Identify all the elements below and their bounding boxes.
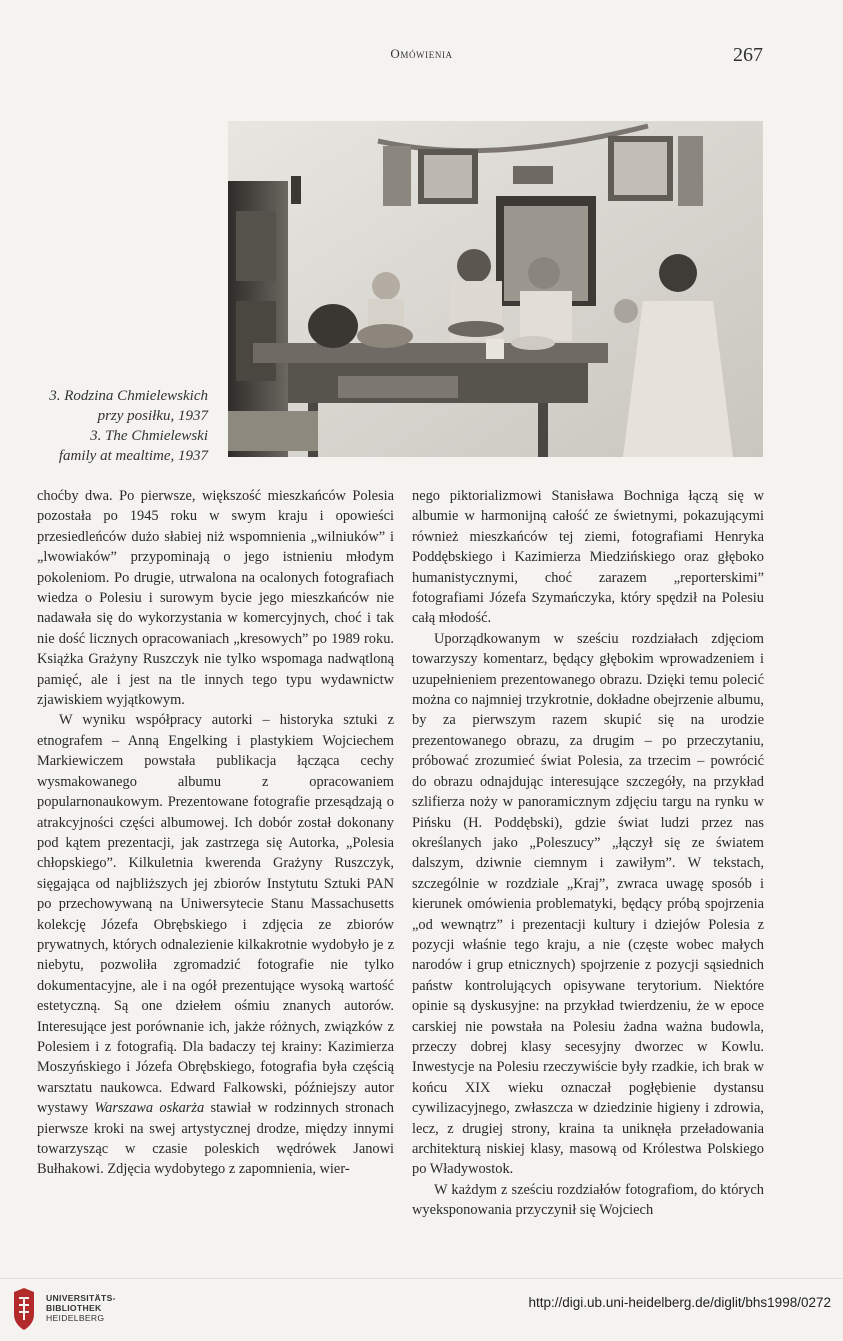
library-logo-icon (10, 1288, 38, 1330)
running-head: Omówienia (390, 46, 453, 61)
exhibition-title: Warszawa oskarża (94, 1100, 205, 1117)
source-url-link[interactable]: http://digi.ub.uni-heidelberg.de/diglit/bhs1998/0272 (528, 1295, 831, 1310)
left-paragraph-2-text-a: W wyniku współpracy autorki – historyka sztuki z etnografem – Anną Engelking i plastykiem Wojciechem Markiewiczem powstała publikacja łącząca cechy wysmakowanego albumu z opracowaniem popularnonaukowym. Prezentowane fotografie przesądzają o atrakcyjności części albumowej. Ich dobór został dokonany pod kątem prezentacji, jak zastrzega się Autorka, „Polesia chłopskiego”. Kilkuletnia kwerenda Grażyny Ruszczyk, sięgająca od najbliższych jej zbiorów Instytutu Sztuki PAN po przechowywaną na Uniwersytecie Stanu Massachusetts kolekcję Józefa Obrębskiego i zdjęcia ze zbiorów prywatnych, których odnalezienie kilkakrotnie wydobyło je z niebytu, pozwoliła zgromadzić fotografie nie tylko dokumentacyjne, ale i na ogół prezentujące wysoką wartość estetyczną. Są one dziełem ośmiu znanych autorów. Interesujące jest porównanie ich, jakże różnych, związków z Polesiem i z fotografią. Dla badaczy tej krainy: Kazimierza Moszyńskiego i Józefa Obrębskiego, fotografia była częścią warsztatu naukowca. Edward Falkowski, późniejszy autor wystawy (37, 712, 394, 1117)
family-photograph (228, 121, 763, 457)
library-name-line-1: UNIVERSITÄTS- (46, 1293, 116, 1303)
caption-english-line-1: 3. The Chmielewski (90, 428, 208, 444)
left-text-column (37, 486, 394, 1180)
left-paragraph-2-text-b: stawiał w rodzinnych stronach pierwsze kroki na swej artystycznej drodze, między innymi towarzysząc w czasie poleskich wędrówek Janowi Bułhakowi. Zdjęcia wydobytego z zapomnienia, wier- (37, 1100, 394, 1178)
library-name (46, 1293, 116, 1323)
caption-polish-line-1: 3. Rodzina Chmielewskich (49, 388, 208, 404)
library-name-line-3: HEIDELBERG (46, 1313, 105, 1323)
library-name-line-2: BIBLIOTHEK (46, 1303, 102, 1313)
right-paragraph-2: Uporządkowanym w sześciu rozdziałach zdjęciom towarzyszy komentarz, będący głębokim wprowadzeniem i uzupełnieniem prezentowanego obrazu. Dzięki temu polecić można co najmniej trzykrotnie, dokładne obejrzenie albumu, by za pierwszym razem skupić się na urodzie prezentowanego obrazu, za drugim – po przeczytaniu, próbować zrozumieć świat Polesia, za trzecim – powrócić do obrazu odnajdując interesujące szczegóły, na przykład szlifierza noży w panoramicznym zdjęciu targu na rynku w Pińsku (H. Poddębski), gdzie świat ludzi przez nas określanych jako „Poleszucy” „łączył się ze światem dalszym, dziwnie ciemnym i zawiłym”. W tekstach, szczególnie w rozdziale „Kraj”, zwraca uwagę sposób i kierunek omówienia problematyki, będący próbą spojrzenia „od wewnątrz” i prezentacji kultury i dziejów Polesia z pozycji właśnie tego kraju, a nie (częste wobec małych narodów i grup etnicznych) spojrzenie z pozycji sąsiednich państw kontrolujących opisywane terytorium. Niektóre opinie są dyskusyjne: na przykład twierdzeniu, że w epoce carskiej nie powstała na Polesiu żadna ważna budowla, przeczy dobrej klasy secesyjny dworzec w Kowlu. Inwestycje na Polesiu rzeczywiście były rzadkie, ich brak w końcu XIX wieku oznaczał pogłębienie dystansu cywilizacyjnego, zwłaszcza w dziedzinie higieny i zdrowia, lecz, z drugiej strony, kraina ta uniknęła przeładowania architekturą niskiej klasy, masową od Królestwa Polskiego po Władywostok. (412, 630, 764, 1178)
caption-english-line-2: family at mealtime, 1937 (58, 448, 208, 464)
left-paragraph-2 (37, 710, 394, 1179)
left-paragraph-1: choćby dwa. Po pierwsze, większość mieszkańców Polesia pozostała po 1945 roku w swym kraju i opowieści przesiedleńców dużo słabiej niż wspomnienia „wilniuków” i „lwowiaków” przypominają o jego istnieniu młodym pokoleniom. Po drugie, utrwalona na ocalonych fotografiach wiedza o Polesiu i surowym bycie jego mieszkańców nie nadawała się do wykorzystania w komercyjnych, choć i tak nie dość licznych opracowaniach „kresowych” po 1989 roku. Książka Grażyny Ruszczyk nie tylko wspomaga nadwątloną pamięć, ale i jest na tle innych tego typu wydawnictw zjawiskiem wyjątkowym. (37, 488, 394, 709)
footer-divider (0, 1278, 843, 1279)
page-number: 267 (733, 44, 763, 66)
right-text-column (412, 486, 764, 1221)
caption-polish-line-2: przy posiłku, 1937 (97, 408, 208, 424)
right-paragraph-3: W każdym z sześciu rozdziałów fotografiom, do których wyeksponowania przyczynił się Wojciech (412, 1181, 764, 1219)
right-paragraph-1: nego piktorializmowi Stanisława Bochniga łączą się w albumie w harmonijną całość ze świetnymi, pokazującymi również mieszkańców tej ziemi, fotografiami Henryka Poddębskiego i Kazimierza Miedzińskiego oraz głęboko humanistycznymi, choć zarazem „reporterskimi” fotografiami Józefa Szymańczyka, który spędził na Polesiu całą młodość. (412, 488, 764, 627)
figure-caption (20, 386, 208, 466)
